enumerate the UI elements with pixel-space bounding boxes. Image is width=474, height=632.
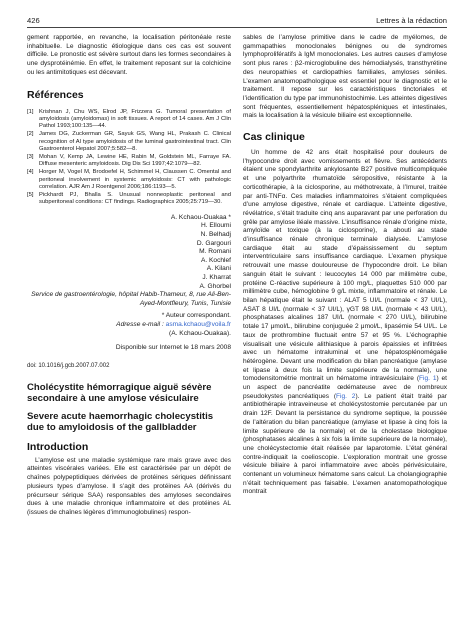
- reference-text: Mohan V, Kemp JA, Lewine HE, Rabin M, Goldstein ML, Farraye FA. Diffuse mesenteric amyloidosis. Dig Dis Sci 1997;42:1079—82.: [39, 153, 231, 168]
- reference-text: Krishnan J, Chu WS, Elrod JP, Frizzera G. Tumoral presentation of amyloidosis (amyloidomas) in soft tissues. A report of 14 cases. Am J Clin Pathol 1993;100:135—44.: [39, 108, 231, 130]
- author-name: H. Elloumi: [200, 222, 231, 230]
- left-column: [27, 34, 231, 518]
- reference-number: [5]: [27, 191, 34, 198]
- email-label: Adresse e-mail :: [116, 320, 164, 328]
- email-link[interactable]: asma.kchaou@voila.fr: [165, 320, 231, 328]
- running-title: Lettres à la rédaction: [376, 16, 447, 25]
- doi[interactable]: doi: 10.1016/j.gcb.2007.07.002: [27, 362, 110, 369]
- page-header: [27, 14, 447, 28]
- figure-2-link[interactable]: Fig. 2: [336, 392, 356, 400]
- reference-item: [27, 192, 231, 207]
- article-title-english: Severe acute haemorrhagic cholecystitis due to amyloidosis of the gallbladder: [27, 410, 214, 434]
- author-name: J. Kharrat: [202, 273, 231, 281]
- reference-number: [4]: [27, 169, 34, 176]
- right-column: [243, 34, 447, 497]
- clinical-text-part-1: Un homme de 42 ans était hospitalisé pour douleurs de l’hypocondre droit avec vomissements et fièvre. Ses antécédents étaient une spondylarthrite ankylosante B27 positive multicompliquée et une polyarthrite rhumatoïde séropositive, résistante à la corticothérapie, à la ciclosporine, au méthotrexate, à l’Imurel, traitée par anti-TNFα. Ces maladies inflammatoires s’étaient compliquées d’une amylose digestive, rénale et cardiaque. L’atteinte digestive, révélatrice, s’était traduite cinq ans auparavant par une perforation du grêle par amylose iléale massive. L’insuffisance rénale d’origine mixte, amyloïde et toxique (à la ciclosporine), a abouti au stade d’insuffisance rénale chronique terminale dialysée. L’amylose cardiaque était au stade d’épaississement du septum interventriculaire sans insuffisance cardiaque. L’examen physique retrouvait une masse douloureuse de l’hypocondre droit. Le bilan sanguin était le suivant : leucocytes 14 000 par millimètre cube, protéine C-réactive supérieure à 100 mg/L, plaquettes 510 000 par millimètre cube, hémoglobine 9 g/L mixte, inflammatoire et rénale. Le bilan hépatique était le suivant : ALAT 5 UI/L (normale < 37 UI/L), ASAT 8 UI/L (normale < 37 UI/L), γGT 98 UI/L (normale < 43 UI/L), phosphatases alcalines 187 UI/L (normale < 270 UI/L), bilirubine totale 17 μmol/L, bilirubine conjuguée 2 μmol/L, lipasémie 54 UI/L. Le taux de prothrombine fluctuait entre 57 et 95 %. L’échographie visualisait une vésicule alithiasique à parois épaissies et infiltrées avec un hématome intraluminal et une hépatosplénomégalie hétérogène. Devant une modification du bilan pancréatique (amylase et lipase à deux fois la limite supérieure de la normale), une tomodensitométrie montrait un hématome intravésiculaire (: [243, 149, 447, 383]
- email-line: [27, 321, 231, 338]
- reference-number: [1]: [27, 108, 34, 115]
- reference-text: James DG, Zuckerman GR, Sayuk GS, Wang HL, Prakash C. Clinical recognition of Al type amyloidosis of the luminal gastrointestinal tract. Clin Gastroenterol Hepatol 2007;5:582—8.: [39, 131, 231, 153]
- clinical-text-part-3: ). Le patient était traité par antibiothérapie intraveineuse et cholécystostomie percutanée par un drain 12F. Devant la persistance du syndrome septique, la poussée de l’altération du bilan pancréatique (amylase et lipase à cinq fois la limite supérieure de la normale) et de la cholestase biologique (phosphatases alcalines à six fois la limite supérieure de la normale), une cholécystectomie était réalisée par laparotomie. L’état général contre-indiquait la coelioscopie. L’exploration montrait une grosse vésicule biliaire à paroi inflammatoire avec abcès périvésiculaire, contenant un volumineux hématome sans calcul. La cholangiographie n’était techniquement pas faisable. L’examen anatomopathologique montrait: [243, 392, 447, 496]
- author-name: A. Ghorbel: [199, 282, 231, 290]
- introduction-heading: Introduction: [27, 440, 89, 453]
- references-heading: Références: [27, 88, 84, 101]
- introduction-text: L’amylose est une maladie systémique rare mais grave avec des atteintes viscérales variées. Elle est caractérisée par un dépôt de chaînes polypeptidiques dérivées de protéines sériques définissant plusieurs types d’amylose. Il s’agit des protéines AA (dérivés du précurseur sérique SAA) responsables des amyloses secondaires dues à une maladie chronique inflammatoire et des protéines AL (issues de chaînes légères d’immunoglobulines) respon-: [27, 456, 231, 516]
- clinical-text-part-2: ) et un aspect de pancréatite œdémateuse avec de nombreux pseudokystes pancréatiques (: [243, 375, 447, 400]
- clinical-case-heading: Cas clinique: [243, 131, 305, 144]
- online-date: Disponible sur Internet le 18 mars 2008: [115, 344, 231, 352]
- author-name: N. Belhadj: [200, 230, 231, 238]
- page-number: 426: [27, 16, 40, 25]
- author-name: M. Romani: [199, 248, 231, 256]
- introduction-continued: sables de l’amylose primitive dans le cadre de myélomes, de gammapathies monoclonales bénignes ou de syndromes lymphoprolifératifs à IgM monoclonales. Les autres causes d’amylose sont plus rares : β2-microglobuline des hémodialysés, transthyrétine des neuropathies et cardiopathies familiales, amyloses séniles. L’examen anatomopathologique est essentiel pour le diagnostic et le traitement. Il repose sur les caractéristiques tinctoriales et l’identification du type par immunohistochimie. Les atteintes digestives sont fréquentes, essentiellement hépatospléniques et intestinales, mais la localisation à la vésicule biliaire est exceptionnelle.: [243, 34, 447, 120]
- corresponding-author-note: * Auteur correspondant.: [161, 312, 231, 320]
- reference-number: [3]: [27, 153, 34, 160]
- clinical-case-text: [243, 149, 447, 497]
- author-name: A. Kilani: [206, 265, 231, 273]
- references-list: [27, 109, 231, 207]
- article-title-french: Cholécystite hémorragique aiguë sévère secondaire à une amylose vésiculaire: [27, 381, 212, 405]
- author-name: A. Kochlef: [200, 256, 231, 264]
- author-list: [27, 214, 231, 291]
- reference-item: [27, 109, 231, 131]
- reference-item: [27, 169, 231, 191]
- reference-text: Horger M, Vogel M, Brodoefel H, Schimmel H, Claussen C. Omental and peritoneal involvement in systemic amyloidosis: CT with pathologic correlation. AJR Am J Roentgenol 2006;186:1193—5.: [39, 169, 231, 191]
- reference-item: [27, 154, 231, 169]
- email-name: (A. Kchaou-Ouakaa).: [169, 329, 231, 337]
- figure-1-link[interactable]: Fig. 1: [419, 375, 437, 383]
- author-name: D. Gargouri: [196, 239, 231, 247]
- previous-letter-ending: gement rapportée, en revanche, la localisation péritonéale reste inhabituelle. Le diagnostic étiologique dans ces cas est souvent difficile. Le pronostic est sévère surtout dans les formes secondaires à une dysprotéinémie. En effet, le traitement reposant sur la colchicine ou les antimitotiques est décevant.: [27, 34, 231, 76]
- reference-text: Pickhardt PJ, Bhalla S. Unusual nonneoplastic peritoneal and subperitoneal conditions: CT findings. Radiographics 2005;25:719—30.: [39, 191, 231, 206]
- author-name: A. Kchaou-Ouakaa *: [170, 213, 231, 221]
- reference-item: [27, 131, 231, 153]
- reference-number: [2]: [27, 131, 34, 138]
- affiliation: Service de gastroentérologie, hôpital Habib-Thameur, 8, rue Ali-Ben-Ayed-Montfleury, Tunis, Tunisie: [31, 291, 231, 307]
